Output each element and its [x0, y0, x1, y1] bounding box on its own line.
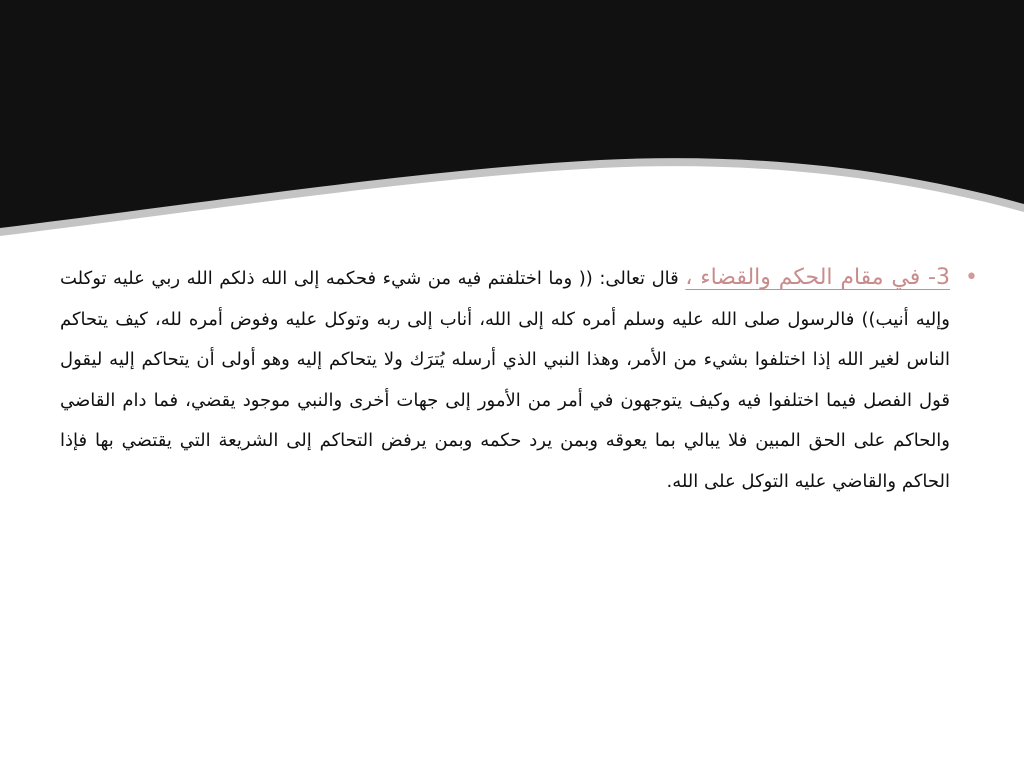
header-wave-fill: [0, 0, 1024, 228]
section-heading: 3- في مقام الحكم والقضاء ،: [685, 265, 950, 290]
body-text: قال تعالى: (( وما اختلفتم فيه من شيء فحكمه إلى الله ذلكم الله ربي عليه توكلت وإليه أنيب)) فالرسول صلى الله عليه وسلم أمره كله إلى الله، أناب إلى ربه وتوكل عليه وفوض أمره لله، كيف يتحاكم الناس لغير الله إذا اختلفوا بشيء من الأمر، وهذا النبي الذي أرسله يُترَك ولا يتحاكم إليه وهو أولى أن يتحاكم إليه ليقول قول الفصل فيما اختلفوا فيه وكيف يتوجهون في أمر من الأمور إلى جهات أخرى والنبي موجود يقضي، فما دام القاضي والحاكم على الحق المبين فلا يبالي بما يعوقه وبمن يرد حكمه وبمن يرفض التحاكم إلى الشريعة التي يقتضي بها فإذا الحاكم والقاضي عليه التوكل على الله.: [60, 268, 950, 492]
slide-content: [60, 258, 978, 502]
header-wave-decoration: [0, 0, 1024, 240]
bullet-point: •: [965, 265, 978, 290]
